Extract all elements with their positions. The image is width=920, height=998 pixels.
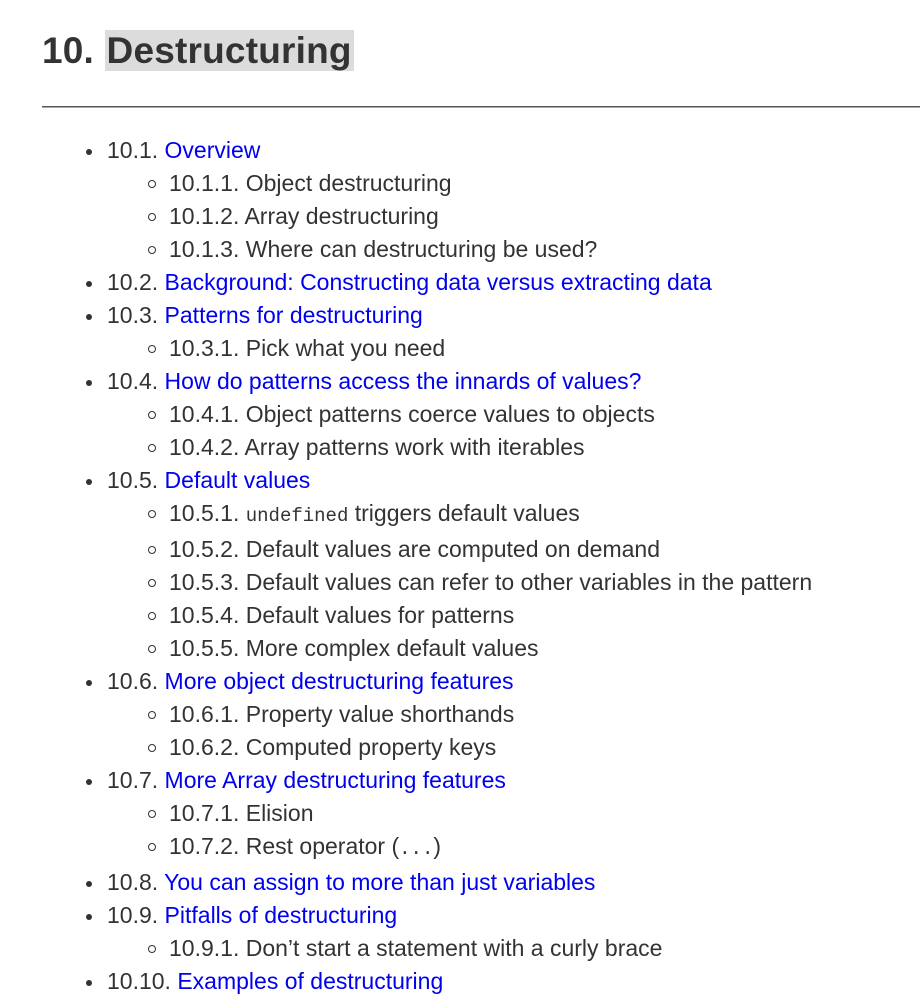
toc-item [107, 464, 812, 665]
toc-subitem [169, 698, 812, 731]
toc-number: 10.5.2. [169, 536, 240, 562]
toc-sublist [107, 797, 812, 866]
toc-link-array-features[interactable]: More Array destructuring features [164, 767, 506, 793]
toc-item [107, 299, 812, 365]
toc-label: Where can destructuring be used? [245, 236, 598, 262]
toc-subitem [169, 797, 812, 830]
toc-subitem [169, 233, 812, 266]
toc-subitem [169, 533, 812, 566]
toc-sublist [107, 398, 812, 464]
toc-sublist [107, 932, 812, 965]
toc-number: 10.9.1. [169, 935, 240, 961]
toc-number: 10.7. [107, 767, 159, 793]
toc-subitem [169, 398, 812, 431]
toc-number: 10.1.1. [169, 170, 240, 196]
table-of-contents [42, 134, 812, 998]
toc-link-assign[interactable]: You can assign to more than just variables [164, 869, 596, 895]
toc-subitem [169, 431, 812, 464]
toc-number: 10.1.2. [169, 203, 240, 229]
page-title [42, 30, 354, 72]
toc-subitem [169, 167, 812, 200]
inline-code: undefined [245, 505, 349, 527]
toc-number: 10.1.3. [169, 236, 240, 262]
toc-link-overview[interactable]: Overview [164, 137, 261, 163]
toc-number: 10.6. [107, 668, 159, 694]
toc-link-pitfalls[interactable]: Pitfalls of destructuring [164, 902, 398, 928]
toc-number: 10.8. [107, 869, 159, 895]
toc-link-patterns[interactable]: Patterns for destructuring [164, 302, 423, 328]
toc-subitem [169, 932, 812, 965]
toc-subitem [169, 497, 812, 533]
toc-number: 10.5.1. [169, 500, 240, 526]
toc-number: 10.3.1. [169, 335, 240, 361]
toc-number: 10.2. [107, 269, 159, 295]
toc-item [107, 266, 812, 299]
inline-code: ... [399, 838, 434, 860]
toc-label: Object destructuring [245, 170, 452, 196]
toc-label: triggers default values [354, 500, 580, 526]
toc-link-default-values[interactable]: Default values [164, 467, 311, 493]
toc-number: 10.6.1. [169, 701, 240, 727]
divider [42, 106, 920, 108]
toc-number: 10.7.2. [169, 833, 240, 859]
toc-link-innards[interactable]: How do patterns access the innards of values? [164, 368, 642, 394]
toc-sublist [107, 698, 812, 764]
toc-link-examples[interactable]: Examples of destructuring [177, 968, 444, 994]
toc-item [107, 665, 812, 764]
toc-item [107, 134, 812, 266]
toc-label: Object patterns coerce values to objects [245, 401, 655, 427]
toc-label: More complex default values [245, 635, 539, 661]
toc-number: 10.5.4. [169, 602, 240, 628]
toc-number: 10.3. [107, 302, 159, 328]
toc-number: 10.7.1. [169, 800, 240, 826]
toc-subitem [169, 332, 812, 365]
chapter-title: Destructuring [106, 30, 352, 71]
toc-number: 10.4.2. [169, 434, 240, 460]
toc-number: 10.6.2. [169, 734, 240, 760]
toc-number: 10.5.3. [169, 569, 240, 595]
chapter-number: 10. [42, 30, 95, 71]
toc-label: Default values for patterns [245, 602, 515, 628]
toc-label: Computed property keys [245, 734, 497, 760]
toc-label: Default values can refer to other variables in the pattern [245, 569, 813, 595]
toc-link-object-features[interactable]: More object destructuring features [164, 668, 514, 694]
toc-number: 10.10. [107, 968, 171, 994]
toc-sublist [107, 497, 812, 665]
toc-subitem [169, 599, 812, 632]
toc-number: 10.5.5. [169, 635, 240, 661]
toc-label: Rest operator ( [245, 833, 400, 859]
toc-label: Default values are computed on demand [245, 536, 660, 562]
toc-item [107, 965, 812, 998]
toc-subitem [169, 200, 812, 233]
toc-label-suffix: ) [433, 833, 442, 859]
toc-subitem [169, 731, 812, 764]
toc-number: 10.4. [107, 368, 159, 394]
toc-sublist [107, 332, 812, 365]
toc-subitem [169, 830, 812, 866]
toc-number: 10.5. [107, 467, 159, 493]
toc-item [107, 866, 812, 899]
toc-label: Elision [245, 800, 314, 826]
toc-number: 10.9. [107, 902, 159, 928]
toc-link-background[interactable]: Background: Constructing data versus extracting data [164, 269, 712, 295]
toc-label: Don’t start a statement with a curly brace [245, 935, 663, 961]
toc-item [107, 764, 812, 866]
toc-number: 10.4.1. [169, 401, 240, 427]
toc-sublist [107, 167, 812, 266]
toc-item [107, 365, 812, 464]
toc-label: Pick what you need [245, 335, 446, 361]
toc-item [107, 899, 812, 965]
toc-label: Property value shorthands [245, 701, 515, 727]
toc-subitem [169, 632, 812, 665]
toc-number: 10.1. [107, 137, 159, 163]
toc-label: Array destructuring [244, 203, 439, 229]
toc-subitem [169, 566, 812, 599]
toc-label: Array patterns work with iterables [244, 434, 585, 460]
